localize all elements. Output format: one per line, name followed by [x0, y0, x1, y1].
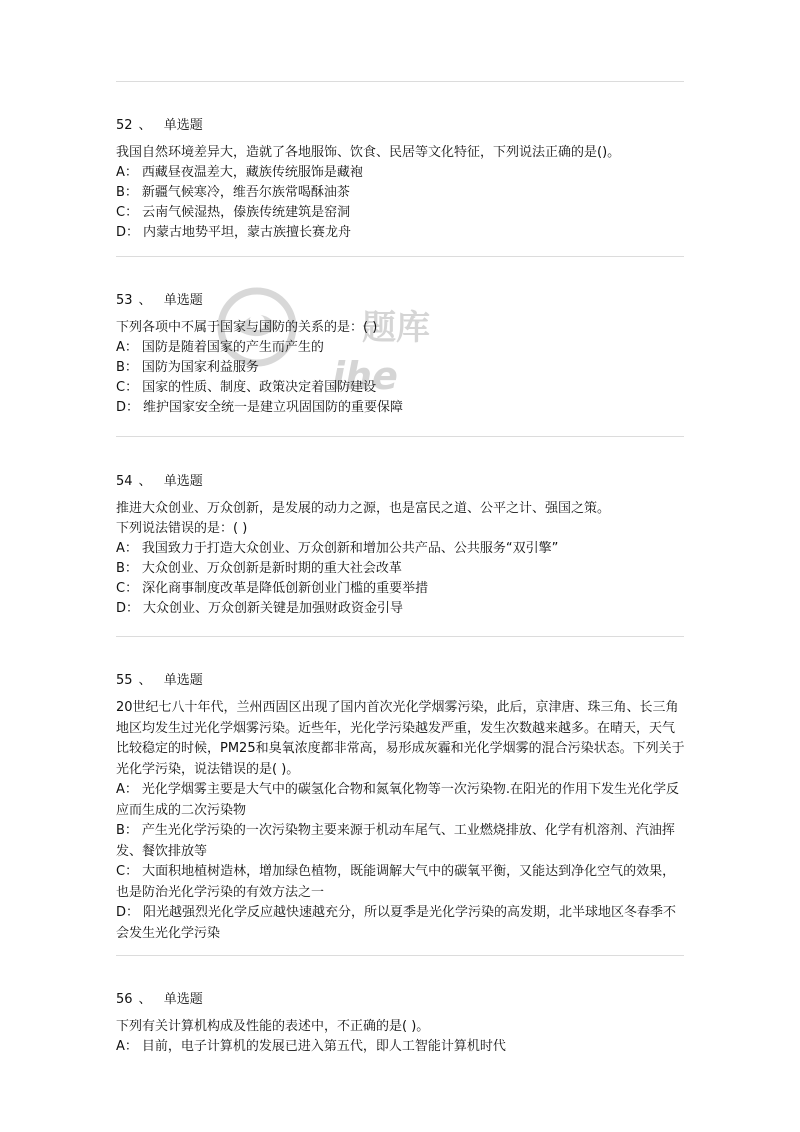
- option-text: 深化商事制度改革是降低创新创业门槛的重要举措: [142, 581, 429, 596]
- option-letter: D：: [116, 601, 140, 616]
- option-text: 国防为国家利益服务: [141, 360, 259, 375]
- option-letter: A：: [116, 340, 138, 355]
- divider-52-53: [116, 256, 684, 257]
- option-letter: D：: [116, 400, 140, 415]
- question-54: [116, 472, 686, 619]
- question-header: [116, 291, 686, 311]
- question-header: [116, 990, 686, 1010]
- question-separator: 、: [138, 293, 152, 308]
- option-b[interactable]: [116, 559, 686, 579]
- option-letter: C：: [116, 205, 139, 220]
- option-b[interactable]: [116, 183, 686, 203]
- option-d[interactable]: [116, 599, 686, 619]
- question-56: [116, 990, 686, 1057]
- watermark-text-sub: ihe: [332, 354, 398, 398]
- option-text: 大众创业、万众创新关键是加强财政资金引导: [143, 601, 404, 616]
- option-letter: C：: [116, 864, 139, 879]
- option-a[interactable]: [116, 338, 686, 358]
- option-letter: D：: [116, 225, 140, 240]
- option-text: 新疆气候寒冷，维吾尔族常喝酥油茶: [141, 185, 350, 200]
- question-number: 52: [116, 118, 133, 133]
- option-text: 大众创业、万众创新是新时期的重大社会改革: [141, 561, 402, 576]
- option-c[interactable]: [116, 203, 686, 223]
- question-header: [116, 671, 686, 691]
- question-separator: 、: [138, 992, 152, 1007]
- divider-top: [116, 81, 684, 82]
- option-letter: A：: [116, 165, 138, 180]
- question-stem: 我国自然环境差异大，造就了各地服饰、饮食、民居等文化特征，下列说法正确的是()。: [116, 145, 621, 160]
- option-letter: B：: [116, 823, 138, 838]
- question-type: 单选题: [163, 118, 203, 133]
- divider-54-55: [116, 636, 684, 637]
- question-number: 55: [116, 673, 133, 688]
- option-text: 大面积地植树造林，增加绿色植物，既能调解大气中的碳氧平衡，又能达到净化空气的效果，也是防治光化学污染的有效方法之一: [116, 864, 676, 900]
- divider-53-54: [116, 436, 684, 437]
- option-d[interactable]: [116, 223, 686, 243]
- question-52: [116, 116, 686, 243]
- option-text: 维护国家安全统一是建立巩固国防的重要保障: [143, 400, 404, 415]
- option-letter: A：: [116, 782, 138, 797]
- option-text: 云南气候湿热，傣族传统建筑是窑洞: [142, 205, 351, 220]
- question-stem: 20世纪七八十年代，兰州西固区出现了国内首次光化学烟雾污染，此后，京津唐、珠三角、长三角地区均发生过光化学烟雾污染。近些年，光化学污染越发严重，发生次数越来越多。在晴天，天气比较稳定的时候，PM25和臭氧浓度都非常高，易形成灰霾和光化学烟雾的混合污染状态。下列关于光化学污染，说法错误的是( )。: [116, 700, 685, 777]
- option-text: 产生光化学污染的一次污染物主要来源于机动车尾气、工业燃烧排放、化学有机溶剂、汽油挥发、餐饮排放等: [116, 823, 675, 859]
- option-letter: C：: [116, 380, 139, 395]
- option-c[interactable]: [116, 862, 686, 903]
- option-text: 西藏昼夜温差大，藏族传统服饰是藏袍: [141, 165, 363, 180]
- option-text: 国防是随着国家的产生而产生的: [141, 340, 324, 355]
- option-text: 内蒙古地势平坦，蒙古族擅长赛龙舟: [143, 225, 352, 240]
- option-b[interactable]: [116, 821, 686, 862]
- question-number: 53: [116, 293, 133, 308]
- question-55: [116, 671, 686, 944]
- question-type: 单选题: [163, 673, 203, 688]
- question-stem: 下列各项中不属于国家与国防的关系的是：( ): [116, 320, 378, 335]
- divider-55-56: [116, 955, 684, 956]
- question-stem-line-2: 下列说法错误的是：( ): [116, 521, 248, 536]
- question-number: 54: [116, 474, 133, 489]
- option-letter: A：: [116, 541, 138, 556]
- question-type: 单选题: [163, 293, 203, 308]
- option-text: 目前，电子计算机的发展已进入第五代，即人工智能计算机时代: [141, 1039, 506, 1054]
- option-text: 光化学烟雾主要是大气中的碳氢化合物和氮氧化物等一次污染物.在阳光的作用下发生光化学反应而生成的二次污染物: [116, 782, 680, 818]
- option-c[interactable]: [116, 378, 686, 398]
- option-text: 国家的性质、制度、政策决定着国防建设: [142, 380, 377, 395]
- option-text: 阳光越强烈光化学反应越快速越充分，所以夏季是光化学污染的高发期，北半球地区冬春季不会发生光化学污染: [116, 905, 677, 941]
- option-a[interactable]: [116, 1037, 686, 1057]
- option-d[interactable]: [116, 398, 686, 418]
- option-letter: C：: [116, 581, 139, 596]
- question-stem: 下列有关计算机构成及性能的表述中，不正确的是( )。: [116, 1019, 430, 1034]
- option-a[interactable]: [116, 163, 686, 183]
- option-letter: B：: [116, 185, 138, 200]
- question-stem: 推进大众创业、万众创新，是发展的动力之源，也是富民之道、公平之计、强国之策。: [116, 501, 611, 516]
- question-separator: 、: [138, 474, 152, 489]
- question-separator: 、: [138, 118, 152, 133]
- option-c[interactable]: [116, 579, 686, 599]
- option-letter: D：: [116, 905, 140, 920]
- option-letter: B：: [116, 561, 138, 576]
- question-53: [116, 291, 686, 418]
- question-type: 单选题: [163, 992, 203, 1007]
- option-b[interactable]: [116, 358, 686, 378]
- option-text: 我国致力于打造大众创业、万众创新和增加公共产品、公共服务“双引擎”: [141, 541, 559, 556]
- option-a[interactable]: [116, 780, 686, 821]
- question-type: 单选题: [163, 474, 203, 489]
- question-header: [116, 116, 686, 136]
- option-a[interactable]: [116, 539, 686, 559]
- option-letter: B：: [116, 360, 138, 375]
- question-separator: 、: [138, 673, 152, 688]
- watermark-text-main: 题库: [362, 308, 430, 348]
- question-number: 56: [116, 992, 133, 1007]
- option-d[interactable]: [116, 903, 686, 944]
- question-header: [116, 472, 686, 492]
- option-letter: A：: [116, 1039, 138, 1054]
